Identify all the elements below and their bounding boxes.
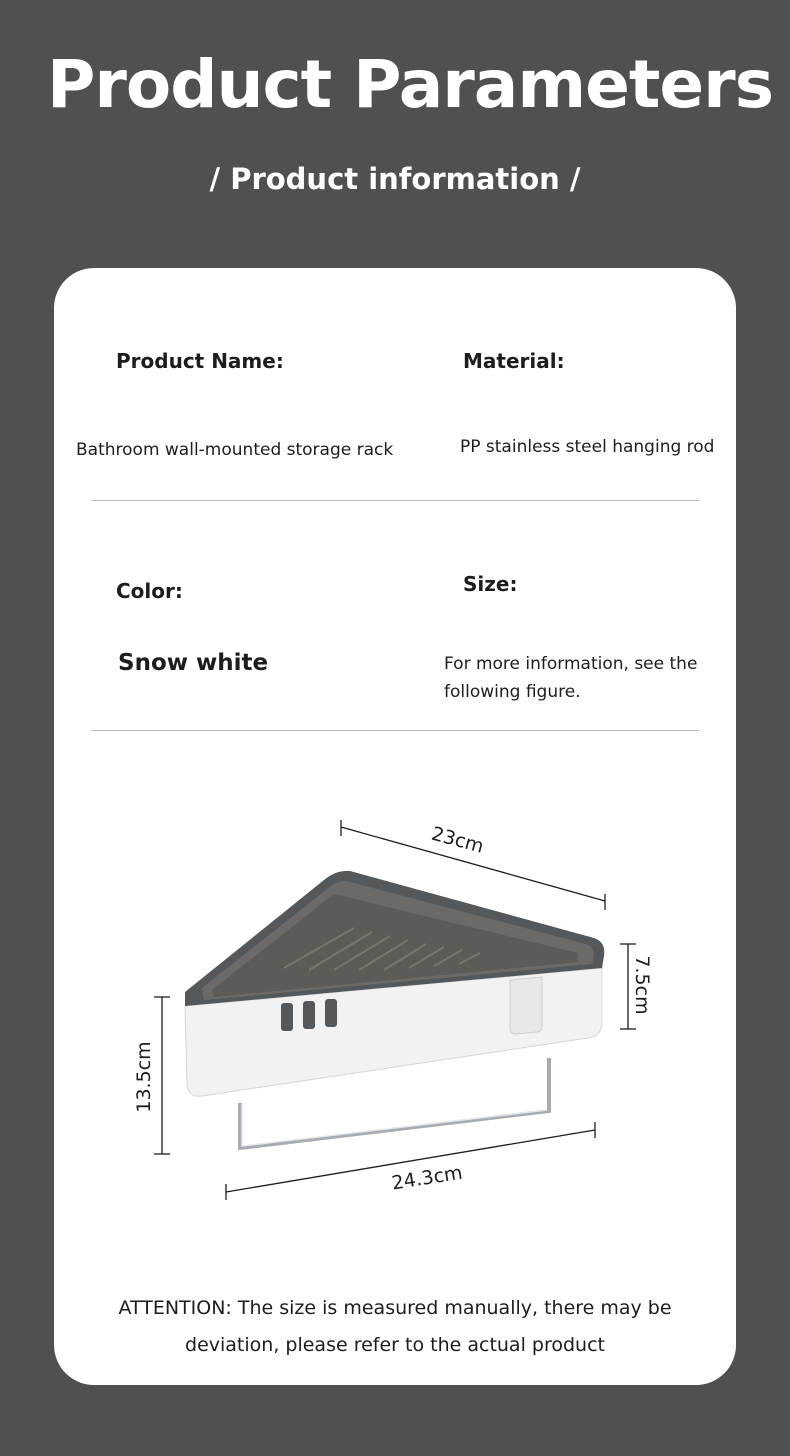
color-label: Color: — [116, 579, 183, 603]
color-value: Snow white — [118, 650, 269, 676]
attention-line-1: ATTENTION: The size is measured manually, there may be — [118, 1297, 672, 1319]
dimension-side-label: 7.5cm — [631, 955, 653, 1015]
product-name-value: Bathroom wall-mounted storage rack — [76, 440, 394, 460]
material-value: PP stainless steel hanging rod — [460, 437, 715, 457]
size-label: Size: — [463, 572, 518, 596]
dimension-height-label: 13.5cm — [133, 1041, 155, 1113]
dimension-top-label: 23cm — [429, 822, 487, 858]
material-label: Material: — [463, 349, 565, 373]
size-value-line-1: For more information, see the — [444, 654, 698, 674]
dimension-bottom-label: 24.3cm — [390, 1161, 464, 1195]
page-subtitle: / Product information / — [209, 162, 581, 196]
attention-notice — [74, 1290, 716, 1364]
attention-line-2: deviation, please refer to the actual product — [185, 1334, 605, 1356]
page-title: Product Parameters — [46, 46, 774, 123]
product-info-card — [54, 268, 736, 1385]
size-value-line-2: following figure. — [444, 682, 581, 702]
product-dimension-figure — [54, 268, 736, 1268]
product-name-label: Product Name: — [116, 349, 284, 373]
